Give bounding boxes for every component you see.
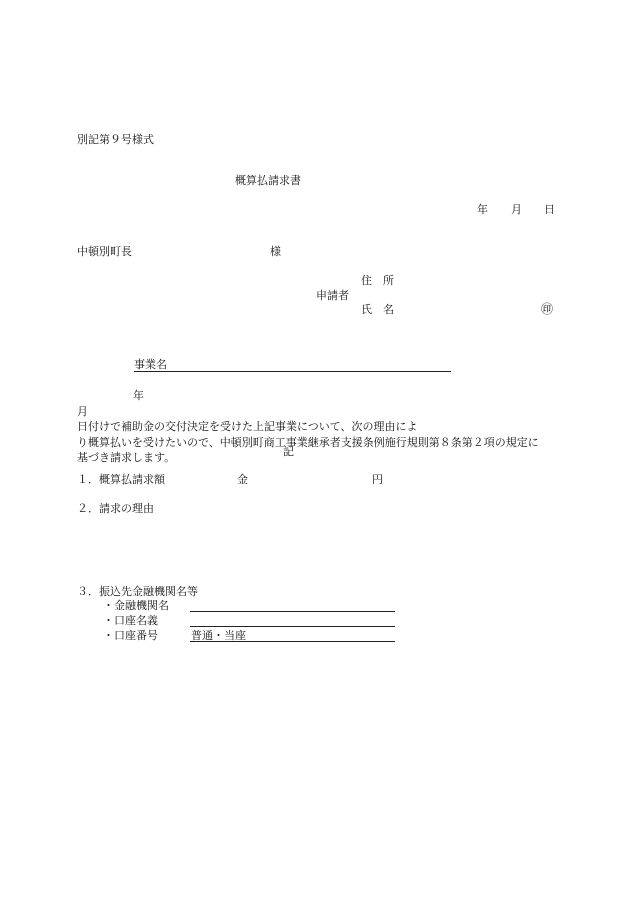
account-holder-underline xyxy=(190,626,395,627)
bank-name-label: ・金融機関名 xyxy=(103,599,169,612)
paragraph-line-1 xyxy=(77,388,557,435)
paragraph-line-1-text: 日付けで補助金の交付決定を受けた上記事業について、次の理由によ xyxy=(77,420,418,433)
amount-prefix: 金 xyxy=(237,473,248,486)
account-holder-label: ・口座名義 xyxy=(103,614,158,627)
address-label: 住 所 xyxy=(361,274,394,287)
date-month-label: 月 xyxy=(511,203,522,216)
item-1-number: １． xyxy=(77,473,99,486)
document-title: 概算払請求書 xyxy=(235,174,301,187)
project-name-label: 事業名 xyxy=(134,358,167,371)
date-day-label: 日 xyxy=(544,203,555,216)
amount-unit: 円 xyxy=(372,473,383,486)
ki-heading: 記 xyxy=(283,445,294,458)
bank-name-underline xyxy=(190,611,395,612)
form-number: 別記第９号様式 xyxy=(77,133,154,146)
paragraph-line-2: り概算払いを受けたいので、中頓別町商工事業継承者支援条例施行規則第８条第２項の規定に xyxy=(77,435,539,449)
item-3-label: 振込先金融機関名等 xyxy=(99,585,198,598)
item-3-number: ３． xyxy=(77,585,99,598)
project-name-underline xyxy=(134,371,451,372)
account-type-options: 普通・当座 xyxy=(191,629,246,642)
applicant-label: 申請者 xyxy=(316,289,349,302)
name-label: 氏 名 xyxy=(361,303,394,316)
request-paragraph xyxy=(77,388,557,466)
paragraph-line-3: 基づき請求します。 xyxy=(77,451,176,464)
account-number-label: ・口座番号 xyxy=(103,629,158,642)
item-2-label: 請求の理由 xyxy=(99,502,154,515)
account-number-underline xyxy=(190,641,395,642)
paragraph-month: 月 xyxy=(77,404,88,418)
date-year-label: 年 xyxy=(477,203,488,216)
paragraph-year: 年 xyxy=(133,389,144,402)
addressee-honorific: 様 xyxy=(270,245,281,258)
seal-mark: ㊞ xyxy=(541,302,554,316)
item-1-label: 概算払請求額 xyxy=(99,473,165,486)
addressee-name: 中頓別町長 xyxy=(77,245,132,258)
item-2-number: ２． xyxy=(77,502,99,515)
